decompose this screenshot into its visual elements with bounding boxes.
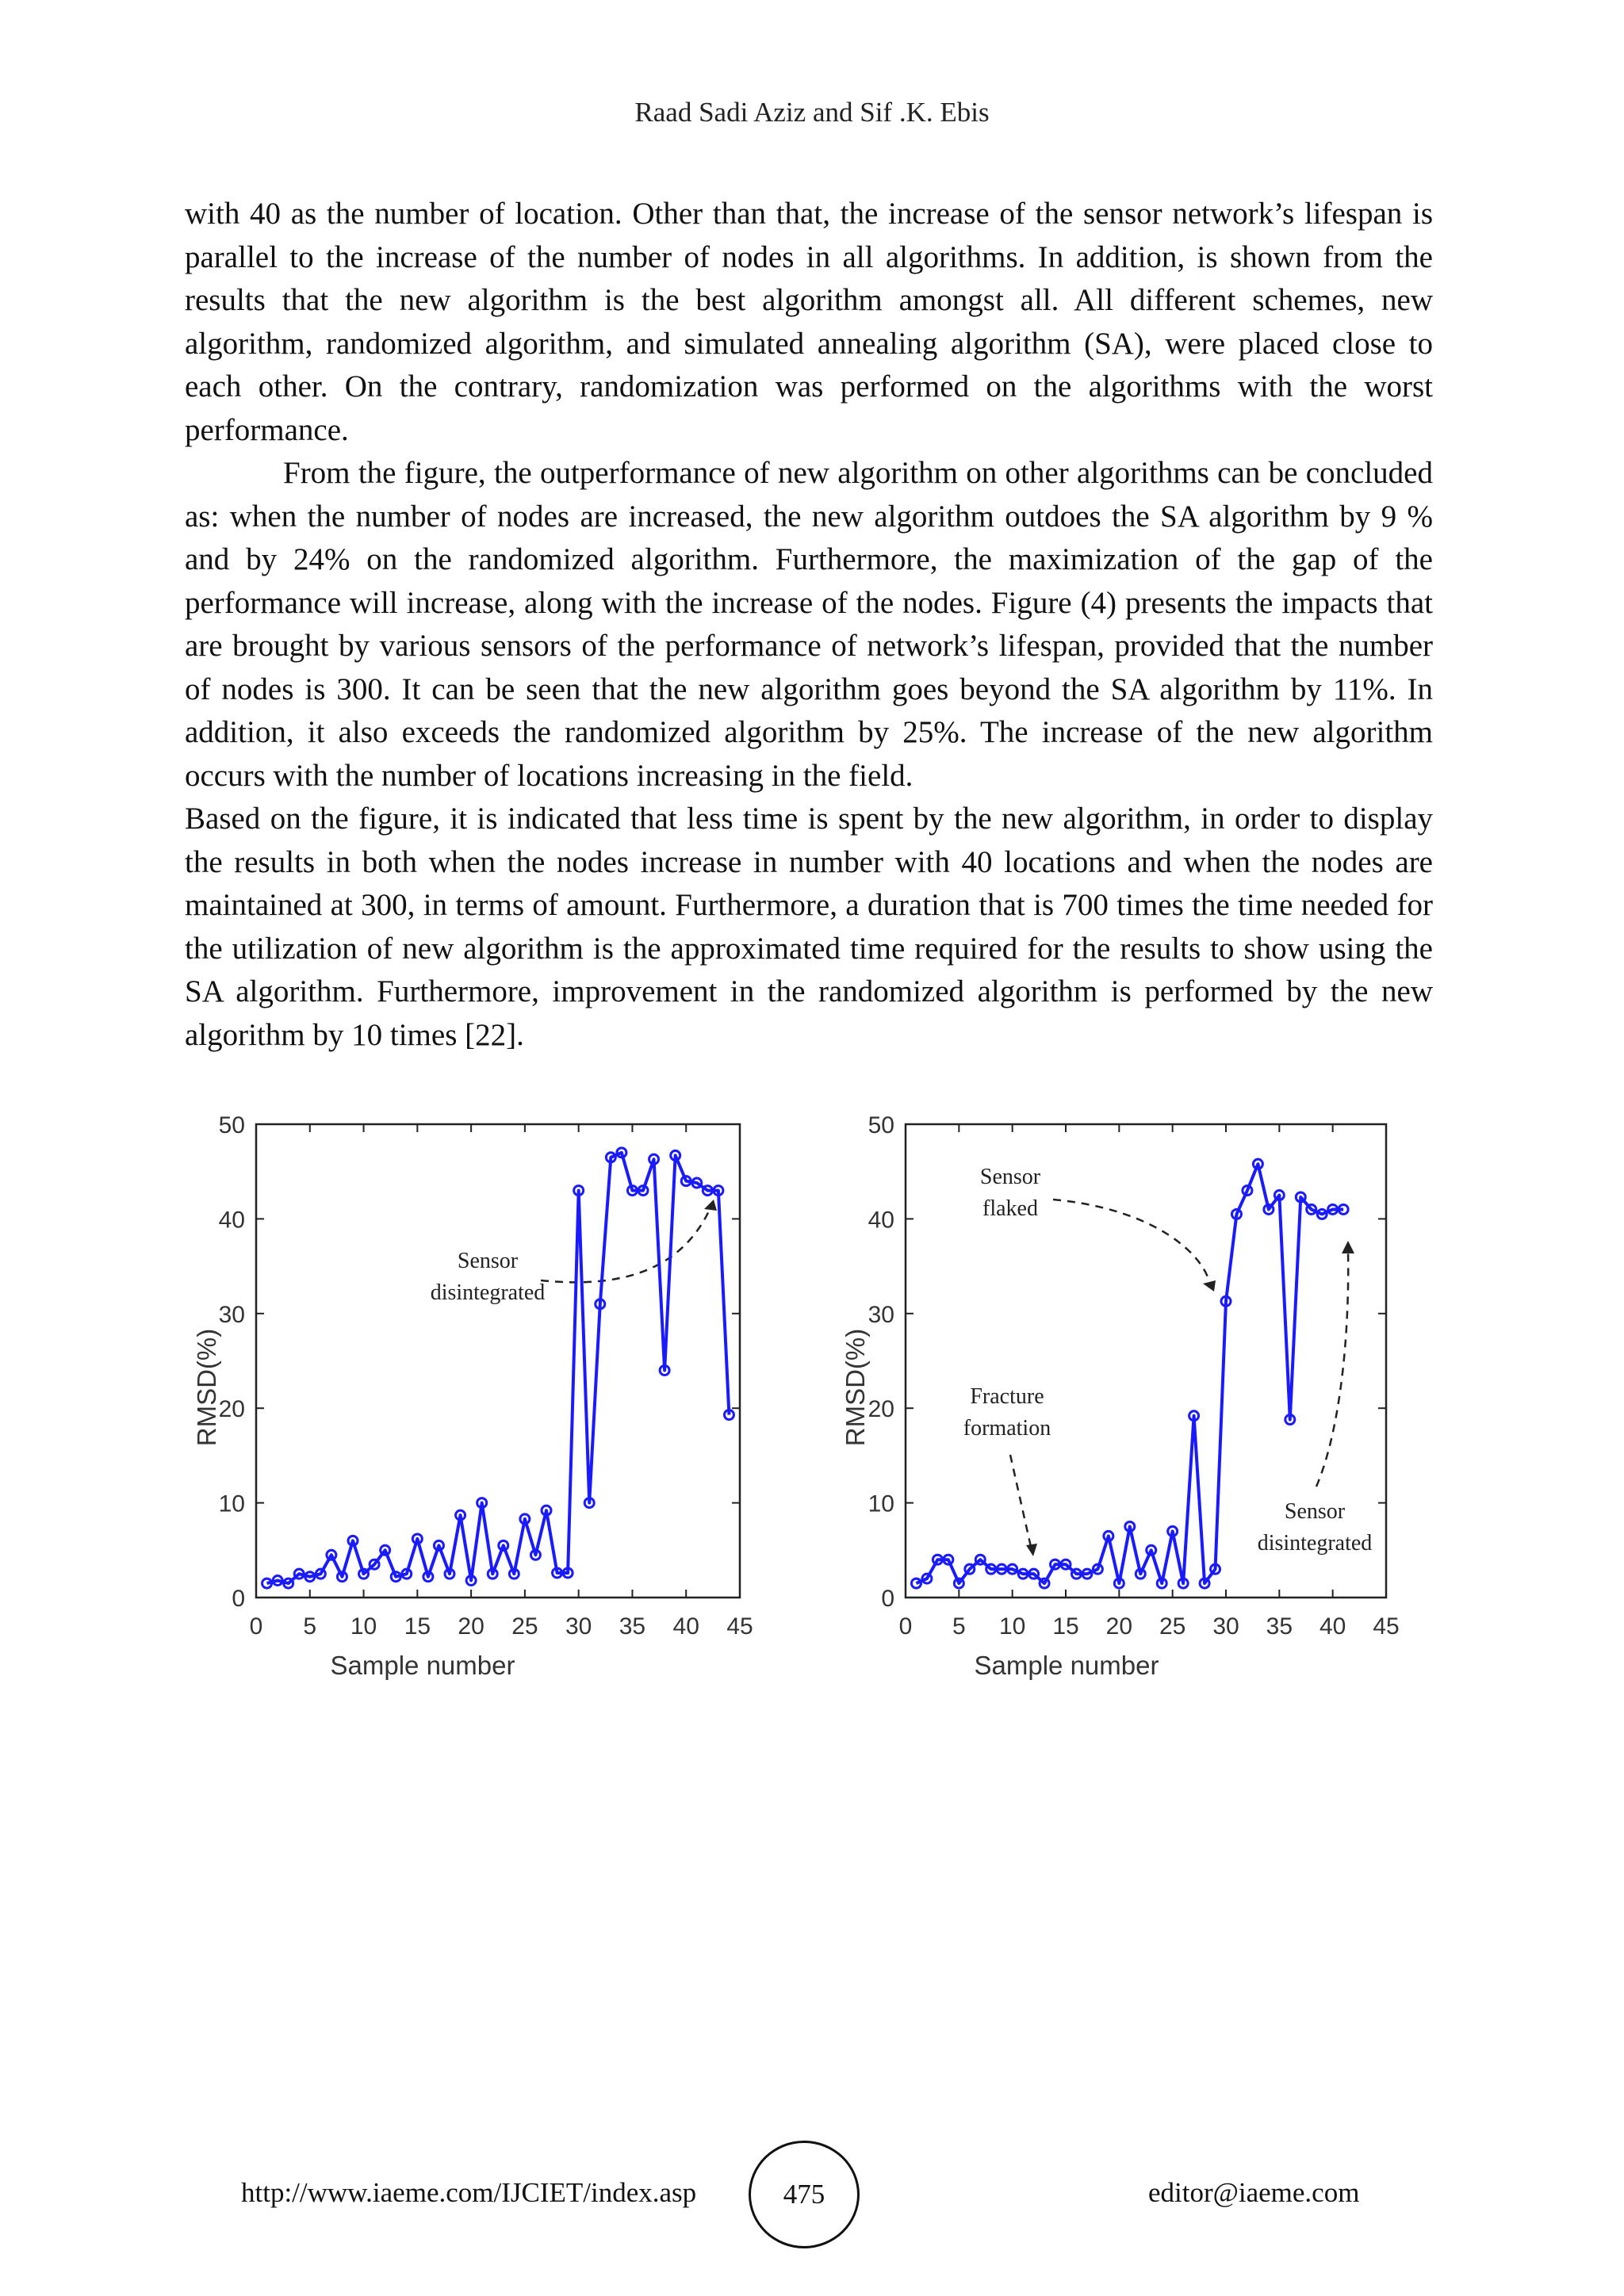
chart-right-x-axis-label: Sample number xyxy=(974,1651,1159,1680)
figure-rmsd-plots xyxy=(174,1098,1411,1701)
chart-left-plot-frame xyxy=(256,1124,740,1598)
chart-left-y-tick-label: 10 xyxy=(218,1490,245,1517)
chart-left-y-tick-label: 0 xyxy=(232,1586,245,1612)
chart-left-y-tick-label: 30 xyxy=(218,1301,245,1328)
page-number: 475 xyxy=(783,2179,825,2210)
chart-left-x-tick-label: 15 xyxy=(404,1613,431,1640)
chart-left-x-tick-label: 10 xyxy=(350,1613,377,1640)
chart-left-x-tick-label: 25 xyxy=(511,1613,538,1640)
chart-right-y-tick-label: 20 xyxy=(868,1396,894,1423)
chart-right-x-tick-label: 25 xyxy=(1159,1613,1186,1640)
chart-right-x-tick-label: 30 xyxy=(1212,1613,1239,1640)
chart-left-annotation-line-1: Sensor xyxy=(457,1249,519,1273)
chart-right-y-tick-label: 0 xyxy=(881,1586,894,1612)
chart-right-annotation-flaked-line-1: Sensor xyxy=(979,1165,1041,1189)
chart-left-y-tick-label: 40 xyxy=(218,1207,245,1234)
chart-right-x-tick-label: 20 xyxy=(1105,1613,1133,1640)
chart-left-annotation-line-2: disintegrated xyxy=(430,1280,546,1305)
chart-left-y-axis-label: RMSD(%) xyxy=(192,1328,221,1447)
footer-url-link[interactable]: http://www.iaeme.com/IJCIET/index.asp xyxy=(241,2177,697,2208)
figure-svg xyxy=(174,1098,1411,1701)
chart-right-y-tick-label: 30 xyxy=(868,1301,894,1328)
chart-left-x-tick-label: 40 xyxy=(672,1613,699,1640)
chart-right-x-tick-label: 35 xyxy=(1266,1613,1293,1640)
page-number-badge xyxy=(749,2141,860,2248)
chart-right-y-tick-label: 10 xyxy=(868,1490,894,1517)
chart-left-x-tick-label: 5 xyxy=(303,1613,317,1640)
chart-right-x-tick-label: 10 xyxy=(998,1613,1026,1640)
chart-right-annotation-fracture-line-1: Fracture xyxy=(970,1384,1044,1409)
chart-right-plot-frame xyxy=(906,1124,1386,1598)
chart-right-x-tick-label: 0 xyxy=(898,1613,913,1640)
paragraph-1: with 40 as the number of location. Other than that, the increase of the sensor network’s lifespan is parallel to the increase of the number of nodes in all algorithms. In addition, is shown from the results that the new algorithm is the best algorithm amongst all. All different schemes, new algorithm, randomized algorithm, and simulated annealing algorithm (SA), were placed close to each other. On the contrary, randomization was performed on the algorithms with the worst performance. xyxy=(185,197,1433,447)
chart-left-x-tick-label: 30 xyxy=(565,1613,592,1640)
footer-email-link[interactable]: editor@iaeme.com xyxy=(1148,2177,1360,2208)
chart-left-x-tick-label: 0 xyxy=(249,1613,263,1640)
chart-left-y-tick-label: 50 xyxy=(218,1112,245,1138)
chart-left xyxy=(192,1112,753,1680)
chart-left-y-tick-label: 20 xyxy=(218,1396,245,1423)
chart-left-x-tick-label: 20 xyxy=(458,1613,485,1640)
chart-right-x-tick-label: 45 xyxy=(1373,1613,1400,1640)
chart-right-x-tick-label: 5 xyxy=(952,1613,966,1640)
chart-right-annotation-disintegrated-line-1: Sensor xyxy=(1284,1499,1346,1524)
chart-right-y-tick-label: 40 xyxy=(868,1207,894,1234)
chart-right-annotation-disintegrated-line-2: disintegrated xyxy=(1257,1531,1373,1556)
chart-right-y-axis-label: RMSD(%) xyxy=(841,1328,870,1447)
chart-right-annotation-flaked-line-2: flaked xyxy=(982,1196,1038,1221)
chart-right-annotation-fracture-line-2: formation xyxy=(963,1416,1051,1441)
chart-left-x-tick-label: 35 xyxy=(619,1613,646,1640)
paragraph-3: Based on the figure, it is indicated that less time is spent by the new algorithm, in order to display the results in both when the nodes increase in number with 40 locations and when the nodes are maintained at 300, in terms of amount. Furthermore, a duration that is 700 times the time needed for the utilization of new algorithm is the approximated time required for the results to show using the SA algorithm. Furthermore, improvement in the randomized algorithm is performed by the new algorithm by 10 times [22]. xyxy=(185,802,1433,1052)
page-footer xyxy=(0,2141,1624,2252)
chart-left-x-tick-label: 45 xyxy=(726,1613,753,1640)
body-text xyxy=(185,193,1433,1057)
running-header: Raad Sadi Aziz and Sif .K. Ebis xyxy=(634,97,990,128)
chart-right xyxy=(841,1112,1400,1680)
chart-right-x-tick-label: 40 xyxy=(1319,1613,1346,1640)
paragraph-2: From the figure, the outperformance of new algorithm on other algorithms can be concluded as: when the number of nodes are increased, the new algorithm outdoes the SA algorithm by 9 % and by 24% on the randomized algorithm. Furthermore, the maximization of the gap of the performance will increase, along with the increase of the nodes. Figure (4) presents the impacts that are brought by various sensors of the performance of network’s lifespan, provided that the number of nodes is 300. It can be seen that the new algorithm goes beyond the SA algorithm by 11%. In addition, it also exceeds the randomized algorithm by 25%. The increase of the new algorithm occurs with the number of locations increasing in the field. xyxy=(185,456,1433,793)
chart-left-x-axis-label: Sample number xyxy=(330,1651,515,1680)
chart-right-y-tick-label: 50 xyxy=(868,1112,894,1138)
chart-right-x-tick-label: 15 xyxy=(1052,1613,1079,1640)
